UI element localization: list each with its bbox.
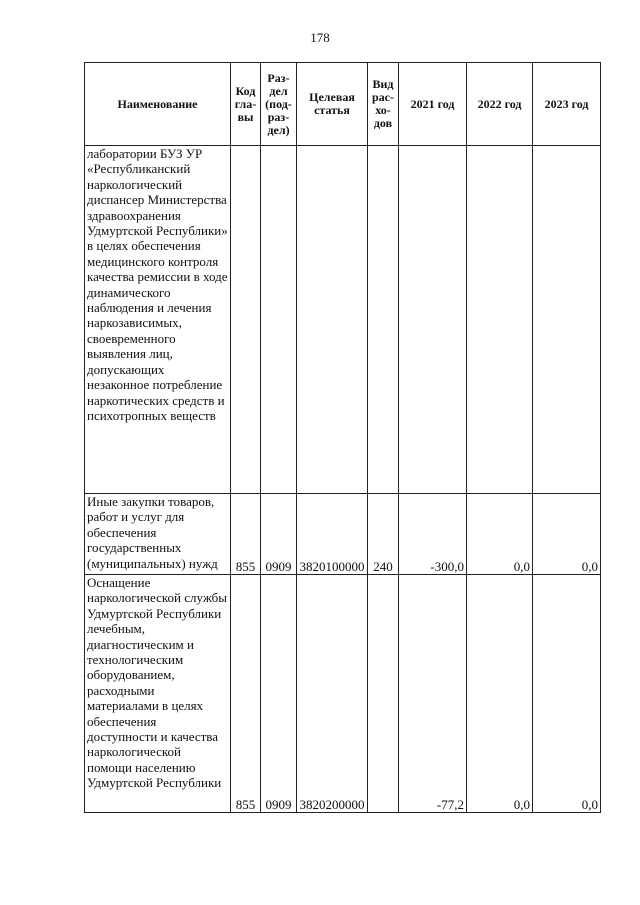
header-2021: 2021 год xyxy=(399,63,467,146)
row-expense-type xyxy=(368,146,399,494)
row-name: лаборатории БУЗ УР «Республиканский наркологический диспансер Министерства здравоохранения Удмуртской Республики» в целях обеспечения медицинского контроля качества ремиссии в ходе динамического наблюдения и лечения наркозависимых, своевременного выявления лиц, допускающих незаконное потребление наркотических средств и психотропных веществ xyxy=(85,146,231,494)
table-row xyxy=(85,494,601,575)
header-name: Наименование xyxy=(85,63,231,146)
row-2023: 0,0 xyxy=(533,494,601,575)
row-expense-type xyxy=(368,575,399,813)
header-2022: 2022 год xyxy=(467,63,533,146)
header-target-item: Целевая статья xyxy=(297,63,368,146)
row-target-item: 3820200000 xyxy=(297,575,368,813)
header-2023: 2023 год xyxy=(533,63,601,146)
row-chapter-code: 855 xyxy=(231,575,261,813)
table-row xyxy=(85,575,601,813)
row-section: 0909 xyxy=(261,494,297,575)
row-2023: 0,0 xyxy=(533,575,601,813)
page-number: 178 xyxy=(310,30,330,45)
row-section: 0909 xyxy=(261,575,297,813)
row-chapter-code: 855 xyxy=(231,494,261,575)
header-expense-type: Вид рас- хо- дов xyxy=(368,63,399,146)
row-2021: -77,2 xyxy=(399,575,467,813)
row-2022: 0,0 xyxy=(467,575,533,813)
row-name: Оснащение наркологической службы Удмуртской Республики лечебным, диагностическим и технологическим оборудованием, расходными материалами в целях обеспечения доступности и качества наркологической помощи населению Удмуртской Республики xyxy=(85,575,231,813)
row-section xyxy=(261,146,297,494)
row-2021: -300,0 xyxy=(399,494,467,575)
row-expense-type: 240 xyxy=(368,494,399,575)
row-2022 xyxy=(467,146,533,494)
row-2022: 0,0 xyxy=(467,494,533,575)
row-target-item: 3820100000 xyxy=(297,494,368,575)
row-chapter-code xyxy=(231,146,261,494)
row-2023 xyxy=(533,146,601,494)
row-2021 xyxy=(399,146,467,494)
budget-table xyxy=(84,62,601,813)
row-target-item xyxy=(297,146,368,494)
table-row xyxy=(85,146,601,494)
row-name: Иные закупки товаров, работ и услуг для обеспечения государственных (муниципальных) нужд xyxy=(85,494,231,575)
header-row xyxy=(85,63,601,146)
header-chapter-code: Код гла- вы xyxy=(231,63,261,146)
header-section: Раз- дел (под- раз- дел) xyxy=(261,63,297,146)
